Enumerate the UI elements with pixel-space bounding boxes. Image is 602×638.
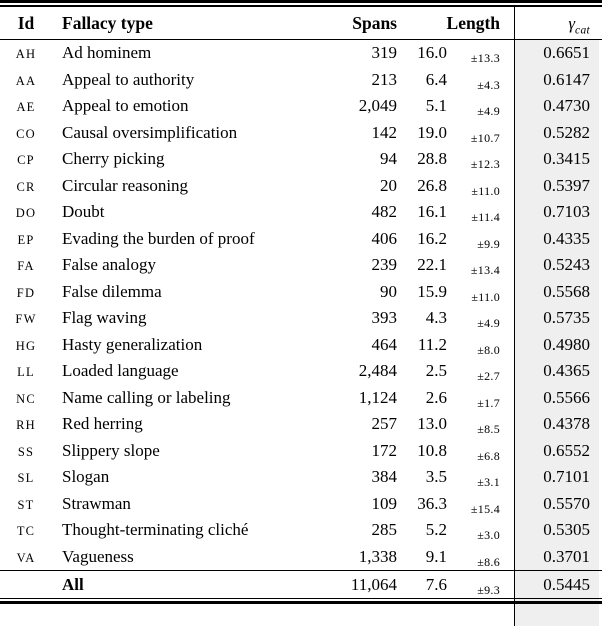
cell-id: NC — [16, 391, 36, 406]
table-row — [0, 252, 602, 279]
table-header-row — [0, 7, 602, 39]
cell-spacer — [500, 491, 514, 518]
table-row — [0, 67, 602, 94]
table-row — [0, 279, 602, 306]
cell-id: AE — [16, 100, 36, 114]
cell-fallacy-type: Slogan — [62, 467, 110, 486]
cell-spans: 319 — [371, 43, 397, 62]
cell-spans: 109 — [371, 493, 397, 513]
cell-id: CP — [17, 153, 35, 167]
cell-length-mean: 22.1 — [417, 255, 447, 274]
cell-spans: 393 — [371, 308, 397, 327]
table-row — [0, 40, 602, 67]
table-row — [0, 120, 602, 147]
cell-id: AA — [15, 73, 37, 88]
table-row — [0, 226, 602, 253]
cell-length-mean: 16.1 — [417, 202, 447, 221]
cell-spans: 94 — [380, 149, 397, 168]
cell-gamma: 0.3415 — [543, 149, 590, 168]
cell-spacer — [500, 544, 514, 571]
cell-id: DO — [15, 206, 37, 220]
cell-spans: 2,484 — [358, 361, 397, 380]
cell-spans: 172 — [371, 440, 397, 460]
cell-spans: 482 — [371, 202, 397, 221]
cell-spans: 213 — [371, 69, 397, 89]
col-header-id: Id — [17, 12, 35, 33]
cell-spans: 2,049 — [358, 96, 397, 115]
table-row — [0, 358, 602, 385]
cell-gamma: 0.4378 — [543, 414, 590, 433]
cell-spacer — [500, 385, 514, 412]
cell-id: SS — [17, 444, 35, 459]
cell-length-std: ±2.7 — [477, 369, 500, 383]
cell-length-std: ±10.7 — [470, 130, 500, 145]
cell-length-mean: 5.2 — [425, 520, 447, 539]
table-row — [0, 491, 602, 518]
cell-id: FD — [16, 285, 36, 300]
footer-length-mean: 7.6 — [425, 575, 447, 594]
cell-id: LL — [17, 365, 35, 379]
footer-spans: 11,064 — [350, 575, 397, 594]
col-header-gamma-cat — [514, 7, 602, 39]
cell-length-mean: 36.3 — [417, 493, 447, 513]
cell-length-mean: 3.5 — [425, 467, 447, 486]
cell-fallacy-type: Circular reasoning — [62, 175, 189, 195]
cell-gamma: 0.5282 — [543, 122, 590, 142]
cell-id: FW — [15, 312, 37, 326]
cell-length-mean: 15.9 — [417, 281, 447, 301]
cell-id: HG — [15, 338, 37, 353]
table-row — [0, 438, 602, 465]
cell-fallacy-type: Slippery slope — [62, 440, 160, 460]
table-row — [0, 544, 602, 571]
cell-gamma: 0.7103 — [543, 202, 590, 221]
cell-spacer — [500, 226, 514, 253]
cell-length-std: ±13.3 — [470, 51, 500, 65]
cell-gamma: 0.4980 — [543, 334, 590, 354]
cell-length-mean: 13.0 — [417, 414, 447, 433]
cell-length-std: ±12.3 — [470, 157, 500, 171]
cell-spacer — [500, 146, 514, 173]
cell-gamma: 0.5305 — [543, 520, 590, 539]
cell-gamma: 0.5568 — [543, 281, 590, 301]
top-rule-thick — [0, 0, 602, 3]
cell-spacer — [500, 199, 514, 226]
cell-spacer — [500, 93, 514, 120]
cell-spacer — [500, 464, 514, 491]
cell-spans: 384 — [371, 467, 397, 486]
cell-spacer — [500, 358, 514, 385]
cell-gamma: 0.5735 — [543, 308, 590, 327]
cell-length-std: ±3.0 — [477, 528, 500, 542]
cell-fallacy-type: Loaded language — [62, 361, 179, 380]
cell-spans: 257 — [371, 414, 397, 433]
cell-spacer — [500, 279, 514, 306]
cell-fallacy-type: Appeal to authority — [62, 69, 195, 89]
cell-length-std: ±4.3 — [477, 77, 500, 92]
cell-gamma: 0.7101 — [543, 467, 590, 486]
cell-id: ST — [17, 497, 35, 512]
cell-spacer — [500, 305, 514, 332]
cell-length-mean: 19.0 — [417, 122, 447, 142]
cell-gamma: 0.3701 — [543, 546, 590, 566]
cell-fallacy-type: False analogy — [62, 255, 156, 274]
cell-length-mean: 6.4 — [425, 69, 447, 89]
cell-spans: 1,124 — [358, 387, 397, 407]
cell-spacer — [500, 40, 514, 67]
gamma-subscript: cat — [575, 23, 590, 36]
cell-length-std: ±8.0 — [477, 342, 500, 357]
table-row — [0, 93, 602, 120]
cell-id: EP — [17, 232, 35, 247]
table-row — [0, 173, 602, 200]
cell-length-mean: 10.8 — [417, 440, 447, 460]
cell-fallacy-type: Name calling or labeling — [62, 387, 231, 407]
cell-length-std: ±13.4 — [470, 263, 500, 277]
cell-gamma: 0.4365 — [543, 361, 590, 380]
cell-id: VA — [16, 550, 36, 565]
cell-id: CR — [16, 179, 36, 194]
cell-spans: 90 — [380, 281, 397, 301]
cell-length-mean: 2.6 — [425, 387, 447, 407]
cell-id: AH — [15, 47, 37, 61]
cell-spacer — [500, 332, 514, 359]
cell-spacer — [500, 120, 514, 147]
table-row — [0, 517, 602, 544]
cell-length-std: ±8.5 — [477, 422, 500, 436]
cell-spans: 285 — [371, 520, 397, 539]
cell-fallacy-type: Flag waving — [62, 308, 147, 327]
cell-spacer — [500, 411, 514, 438]
cell-spacer — [500, 67, 514, 94]
col-header-spans: Spans — [352, 12, 397, 33]
col-header-fallacy-type: Fallacy type — [62, 12, 153, 33]
cell-fallacy-type: Hasty generalization — [62, 334, 203, 354]
cell-spacer — [500, 517, 514, 544]
cell-length-mean: 9.1 — [425, 546, 447, 566]
cell-length-std: ±9.9 — [477, 236, 500, 251]
cell-spans: 142 — [371, 122, 397, 142]
cell-spans: 20 — [380, 175, 397, 195]
cell-length-mean: 2.5 — [425, 361, 447, 380]
cell-gamma: 0.4335 — [543, 228, 590, 248]
cell-spans: 1,338 — [358, 546, 397, 566]
cell-gamma: 0.6147 — [543, 69, 590, 89]
header-spacer — [500, 7, 514, 39]
table-row — [0, 305, 602, 332]
cell-length-mean: 16.0 — [417, 43, 447, 62]
cell-length-mean: 5.1 — [425, 96, 447, 115]
table-row — [0, 385, 602, 412]
cell-length-mean: 11.2 — [417, 334, 447, 354]
table-row — [0, 464, 602, 491]
cell-spacer — [500, 173, 514, 200]
cell-spans: 406 — [371, 228, 397, 248]
cell-gamma: 0.5397 — [543, 175, 590, 195]
table-footer-row — [0, 571, 602, 598]
cell-length-std: ±11.0 — [471, 289, 500, 304]
bottom-rule-thick — [0, 601, 602, 604]
cell-length-std: ±3.1 — [477, 475, 500, 489]
bottom-rule-thin — [0, 598, 602, 599]
gamma-symbol: $\gamma_{cat}$ — [568, 13, 590, 36]
cell-fallacy-type: Red herring — [62, 414, 143, 433]
footer-id-cell — [0, 571, 52, 598]
cell-length-std: ±4.9 — [477, 104, 500, 118]
cell-length-mean: 16.2 — [417, 228, 447, 248]
table-row — [0, 332, 602, 359]
footer-gamma: 0.5445 — [543, 575, 590, 594]
cell-gamma: 0.4730 — [543, 96, 590, 115]
cell-length-std: ±11.4 — [471, 210, 500, 224]
table-row — [0, 146, 602, 173]
cell-fallacy-type: Cherry picking — [62, 149, 165, 168]
cell-spans: 239 — [371, 255, 397, 274]
cell-id: SL — [17, 471, 35, 485]
col-header-length: Length — [446, 12, 500, 33]
cell-gamma: 0.5243 — [543, 255, 590, 274]
cell-length-std: ±6.8 — [477, 448, 500, 463]
table-row — [0, 199, 602, 226]
cell-length-mean: 28.8 — [417, 149, 447, 168]
cell-gamma: 0.6552 — [543, 440, 590, 460]
cell-gamma: 0.6651 — [543, 43, 590, 62]
cell-length-mean: 26.8 — [417, 175, 447, 195]
cell-id: CO — [16, 126, 36, 141]
cell-fallacy-type: Ad hominem — [62, 43, 152, 62]
cell-spans: 464 — [371, 334, 397, 354]
cell-fallacy-type: Doubt — [62, 202, 105, 221]
cell-fallacy-type: Thought-terminating cliché — [62, 520, 249, 539]
cell-length-std: ±11.0 — [471, 183, 500, 198]
cell-spacer — [500, 438, 514, 465]
footer-label: All — [62, 575, 84, 594]
cell-length-std: ±4.9 — [477, 316, 500, 330]
cell-gamma: 0.5570 — [543, 493, 590, 513]
cell-length-std: ±8.6 — [477, 554, 500, 569]
cell-fallacy-type: False dilemma — [62, 281, 162, 301]
cell-length-std: ±1.7 — [477, 395, 500, 410]
cell-fallacy-type: Causal oversimplification — [62, 122, 238, 142]
cell-fallacy-type: Strawman — [62, 493, 131, 513]
cell-id: RH — [16, 418, 36, 432]
cell-fallacy-type: Vagueness — [62, 546, 134, 566]
cell-length-mean: 4.3 — [425, 308, 447, 327]
table-body — [0, 40, 602, 570]
cell-fallacy-type: Evading the burden of proof — [62, 228, 255, 248]
cell-id: TC — [16, 524, 36, 538]
cell-id: FA — [17, 259, 35, 273]
cell-spacer — [500, 252, 514, 279]
cell-gamma: 0.5566 — [543, 387, 590, 407]
footer-length-std: ±9.3 — [477, 583, 500, 597]
cell-fallacy-type: Appeal to emotion — [62, 96, 189, 115]
table-row — [0, 411, 602, 438]
cell-length-std: ±15.4 — [470, 501, 500, 516]
